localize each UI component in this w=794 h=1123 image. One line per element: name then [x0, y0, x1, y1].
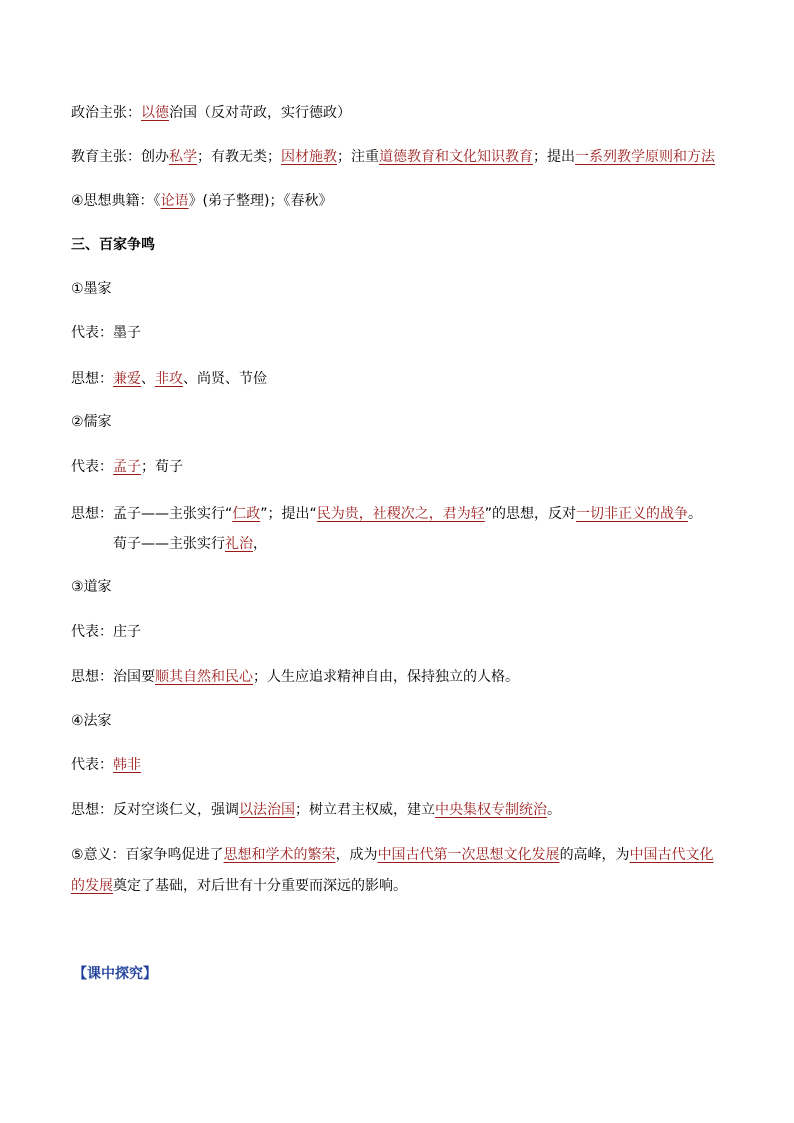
- highlighted-term: 私学: [169, 149, 197, 165]
- highlighted-term: 孟子: [113, 459, 141, 475]
- section-heading: [71, 235, 155, 255]
- section-label: [73, 964, 157, 984]
- highlighted-term: 以德: [141, 105, 169, 121]
- highlighted-term: 非攻: [155, 371, 183, 387]
- highlighted-term: 道德教育和文化知识教育: [379, 149, 533, 165]
- text-line: [113, 534, 267, 554]
- text-line: [71, 755, 141, 775]
- text-segment: 政治主张：: [71, 105, 141, 121]
- text-segment: 的高峰，为: [559, 847, 630, 863]
- text-line: [71, 876, 407, 896]
- text-segment: 教育主张：创办: [71, 149, 169, 165]
- text-segment: 治国（反对苛政，实行德政）: [169, 105, 351, 121]
- text-segment: 【课中探究】: [73, 966, 157, 982]
- text-line: [71, 323, 141, 343]
- text-segment: 思想：反对空谈仁义，强调: [71, 802, 239, 818]
- text-segment: 代表：: [71, 459, 113, 475]
- highlighted-term: 中国古代文化: [629, 847, 714, 863]
- highlighted-term: 论语: [160, 193, 189, 209]
- text-segment: 荀子——主张实行: [113, 536, 225, 552]
- text-segment: 。: [547, 802, 561, 818]
- highlighted-term: 思想和学术的繁荣: [223, 847, 336, 863]
- text-segment: ；树立君主权威，建立: [295, 802, 435, 818]
- text-line: [71, 845, 714, 865]
- text-line: [71, 103, 351, 123]
- highlighted-term: 兼爱: [113, 371, 141, 387]
- text-segment: 》(弟子整理)；《春秋》: [188, 193, 333, 209]
- highlighted-term: 一切非正义的战争: [576, 506, 689, 522]
- highlighted-term: 韩非: [113, 757, 141, 773]
- text-segment: ；提出: [533, 149, 575, 165]
- text-line: [71, 412, 112, 432]
- text-segment: 思想：治国要: [71, 669, 155, 685]
- text-line: [71, 147, 715, 167]
- highlighted-term: 因材施教: [281, 149, 337, 165]
- text-line: [71, 711, 112, 731]
- text-segment: ③道家: [71, 579, 112, 595]
- text-segment: ；注重: [337, 149, 379, 165]
- text-segment: ；荀子: [141, 459, 183, 475]
- text-segment: 代表：庄子: [71, 624, 141, 640]
- text-segment: 思想：孟子——主张实行“: [71, 506, 233, 522]
- text-line: [71, 577, 112, 597]
- highlighted-term: 礼治: [225, 536, 253, 552]
- text-segment: ，: [253, 536, 267, 552]
- highlighted-term: 顺其自然和民心: [155, 669, 253, 685]
- text-segment: ①墨家: [71, 281, 112, 297]
- text-line: [71, 457, 183, 477]
- text-segment: ④法家: [71, 713, 112, 729]
- highlighted-term: 的发展: [71, 878, 113, 894]
- text-segment: 奠定了基础，对后世有十分重要而深远的影响。: [113, 878, 407, 894]
- text-line: [71, 622, 141, 642]
- text-line: [71, 279, 112, 299]
- text-segment: ”；提出“: [260, 506, 317, 522]
- text-segment: 思想：: [71, 371, 113, 387]
- text-line: [71, 504, 702, 524]
- text-segment: ，成为: [335, 847, 378, 863]
- highlighted-term: 仁政: [232, 506, 261, 522]
- text-segment: 、: [141, 371, 155, 387]
- text-line: [71, 369, 267, 389]
- highlighted-term: 中央集权专制统治: [435, 802, 547, 818]
- text-segment: ；人生应追求精神自由，保持独立的人格。: [253, 669, 519, 685]
- highlighted-term: 中国古代第一次思想文化发展: [377, 847, 560, 863]
- text-segment: ⑤意义：百家争鸣促进了: [71, 847, 224, 863]
- text-line: [71, 191, 333, 211]
- text-segment: 。: [688, 506, 703, 522]
- text-segment: 代表：墨子: [71, 325, 141, 341]
- text-line: [71, 667, 519, 687]
- text-segment: ；有教无类；: [197, 149, 281, 165]
- text-segment: 代表：: [71, 757, 113, 773]
- highlighted-term: 一系列教学原则和方法: [575, 149, 715, 165]
- text-segment: 三、百家争鸣: [71, 237, 155, 253]
- text-segment: 、尚贤、节俭: [183, 371, 267, 387]
- highlighted-term: 民为贵，社稷次之，君为轻: [316, 506, 485, 522]
- text-segment: ”的思想，反对: [484, 506, 577, 522]
- text-line: [71, 800, 561, 820]
- highlighted-term: 以法治国: [239, 802, 295, 818]
- text-segment: ④思想典籍：《: [71, 193, 161, 209]
- text-segment: ②儒家: [71, 414, 112, 430]
